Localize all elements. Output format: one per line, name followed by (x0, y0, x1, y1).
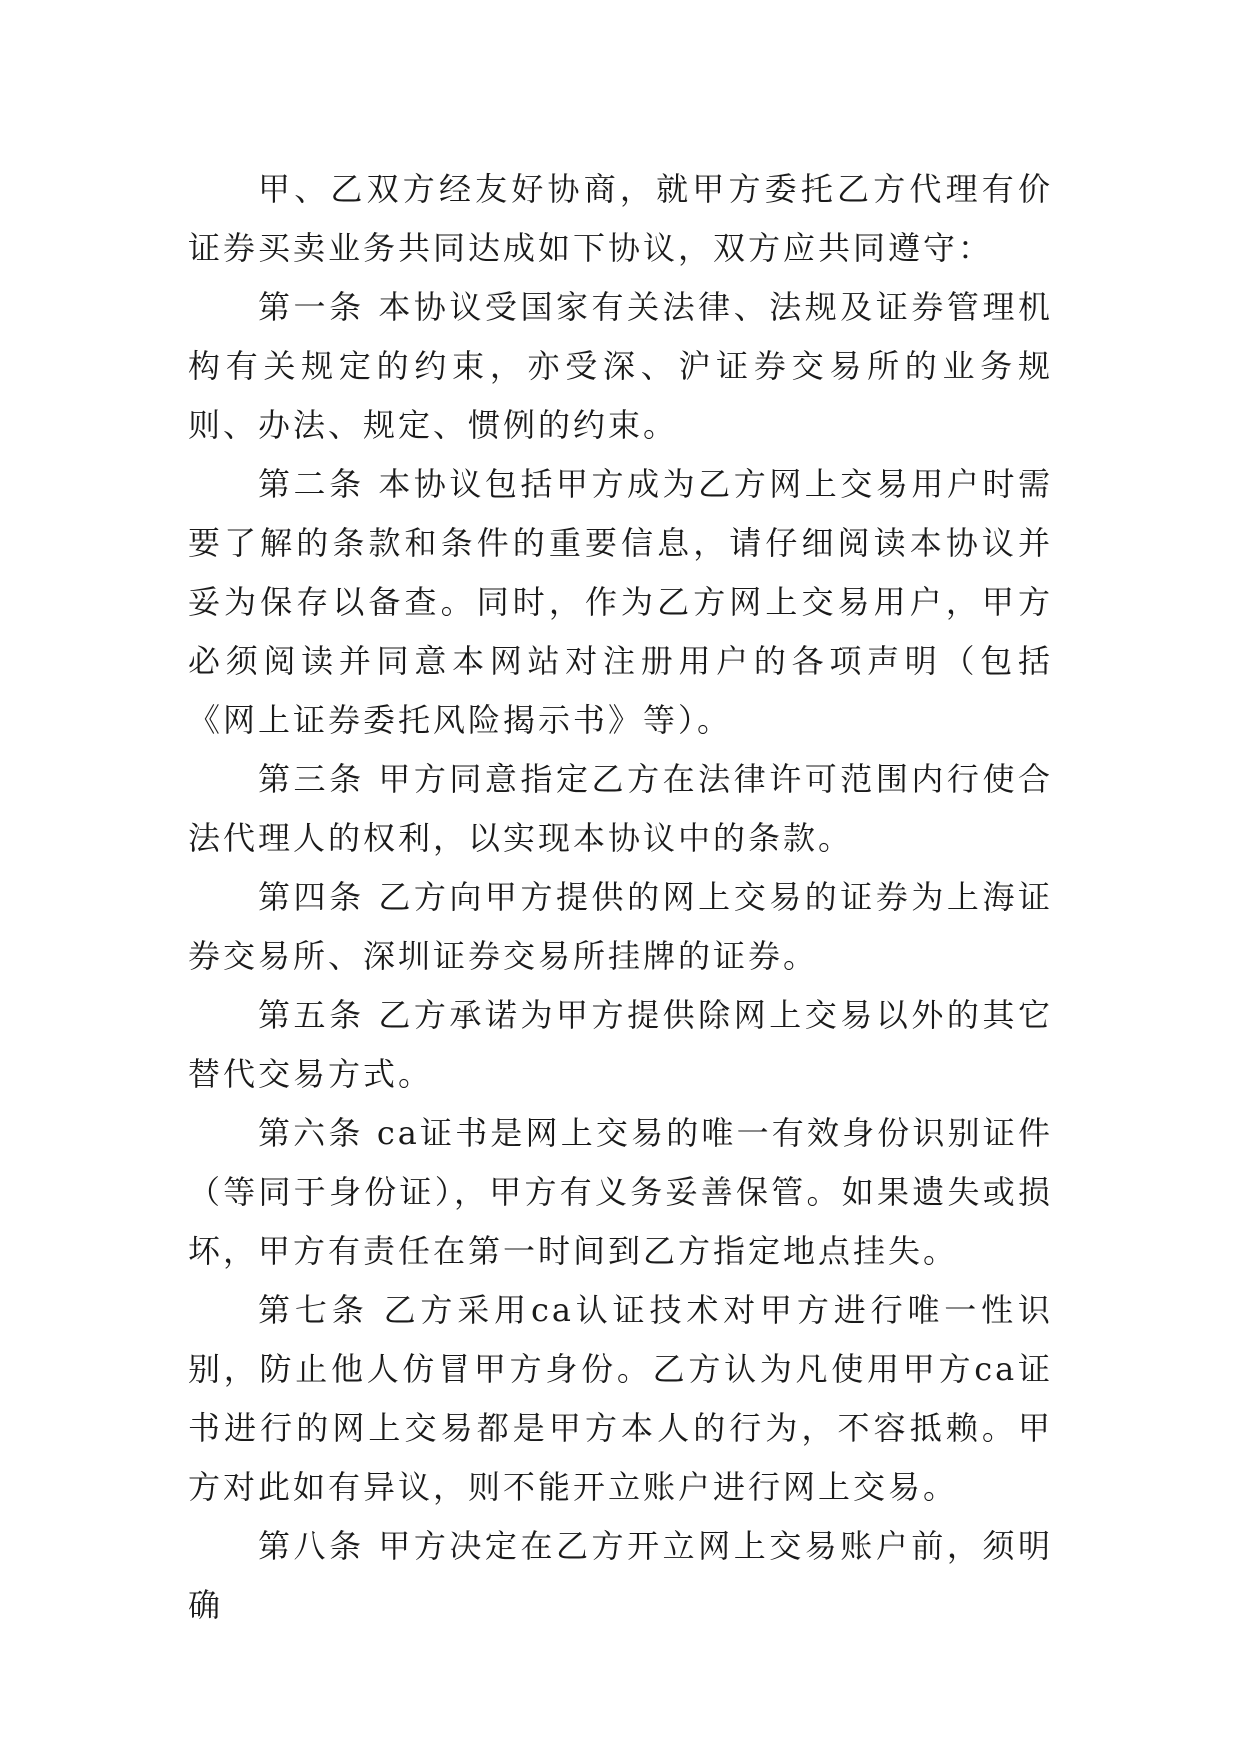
article-1-paragraph: 第一条 本协议受国家有关法律、法规及证券管理机构有关规定的约束，亦受深、沪证券交易所的业务规则、办法、规定、惯例的约束。 (188, 288, 1053, 444)
article-3-paragraph: 第三条 甲方同意指定乙方在法律许可范围内行使合法代理人的权利，以实现本协议中的条款。 (188, 760, 1053, 857)
article-8-paragraph: 第八条 甲方决定在乙方开立网上交易账户前，须明确 (188, 1527, 1053, 1624)
article-5-paragraph: 第五条 乙方承诺为甲方提供除网上交易以外的其它替代交易方式。 (188, 996, 1053, 1093)
agreement-body (188, 160, 1053, 1635)
article-2-paragraph: 第二条 本协议包括甲方成为乙方网上交易用户时需要了解的条款和条件的重要信息，请仔细阅读本协议并妥为保存以备查。同时，作为乙方网上交易用户，甲方必须阅读并同意本网站对注册用户的各项声明（包括《网上证券委托风险揭示书》等）。 (188, 465, 1053, 739)
article-4-paragraph: 第四条 乙方向甲方提供的网上交易的证券为上海证券交易所、深圳证券交易所挂牌的证券。 (188, 878, 1053, 975)
intro-paragraph: 甲、乙双方经友好协商，就甲方委托乙方代理有价证券买卖业务共同达成如下协议，双方应共同遵守： (188, 170, 1053, 267)
article-7-paragraph: 第七条 乙方采用ca认证技术对甲方进行唯一性识别，防止他人仿冒甲方身份。乙方认为凡使用甲方ca证书进行的网上交易都是甲方本人的行为，不容抵赖。甲方对此如有异议，则不能开立账户进行网上交易。 (188, 1291, 1053, 1506)
article-6-paragraph: 第六条 ca证书是网上交易的唯一有效身份识别证件（等同于身份证），甲方有义务妥善保管。如果遗失或损坏，甲方有责任在第一时间到乙方指定地点挂失。 (188, 1114, 1053, 1270)
